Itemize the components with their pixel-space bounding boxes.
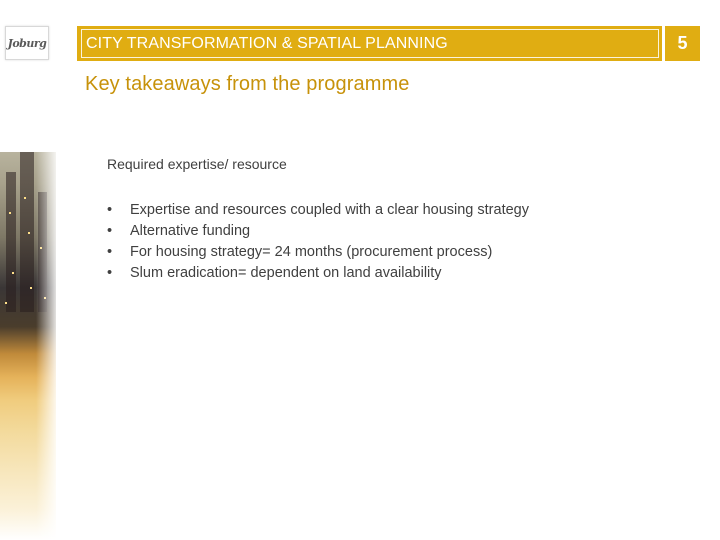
- bullet-item: [107, 221, 529, 242]
- page-number: 5: [677, 33, 688, 53]
- bullet-item: [107, 263, 529, 284]
- bullet-text: Alternative funding: [130, 223, 251, 239]
- bullet-item: [107, 200, 529, 221]
- bullet-text: For housing strategy= 24 months (procurement process): [130, 244, 493, 260]
- bullet-item: [107, 242, 529, 263]
- slide-subtitle: Key takeaways from the programme: [85, 73, 410, 95]
- bullet-text: Slum eradication= dependent on land availability: [130, 265, 442, 281]
- joburg-logo: [5, 26, 49, 60]
- header-frame: [81, 29, 659, 58]
- bullet-text: Expertise and resources coupled with a clear housing strategy: [130, 202, 529, 218]
- section-heading: Required expertise/ resource: [107, 156, 287, 172]
- city-skyline-image: [0, 152, 56, 540]
- header-title: CITY TRANSFORMATION & SPATIAL PLANNING: [86, 34, 448, 52]
- logo-text: Joburg: [7, 36, 47, 50]
- bullet-list: [107, 200, 529, 284]
- bullet-dot: •: [107, 265, 113, 281]
- page-number-box: [665, 26, 700, 61]
- bullet-dot: •: [107, 202, 113, 218]
- bullet-dot: •: [107, 223, 113, 239]
- bullet-dot: •: [107, 244, 113, 260]
- header-bar: [75, 26, 662, 61]
